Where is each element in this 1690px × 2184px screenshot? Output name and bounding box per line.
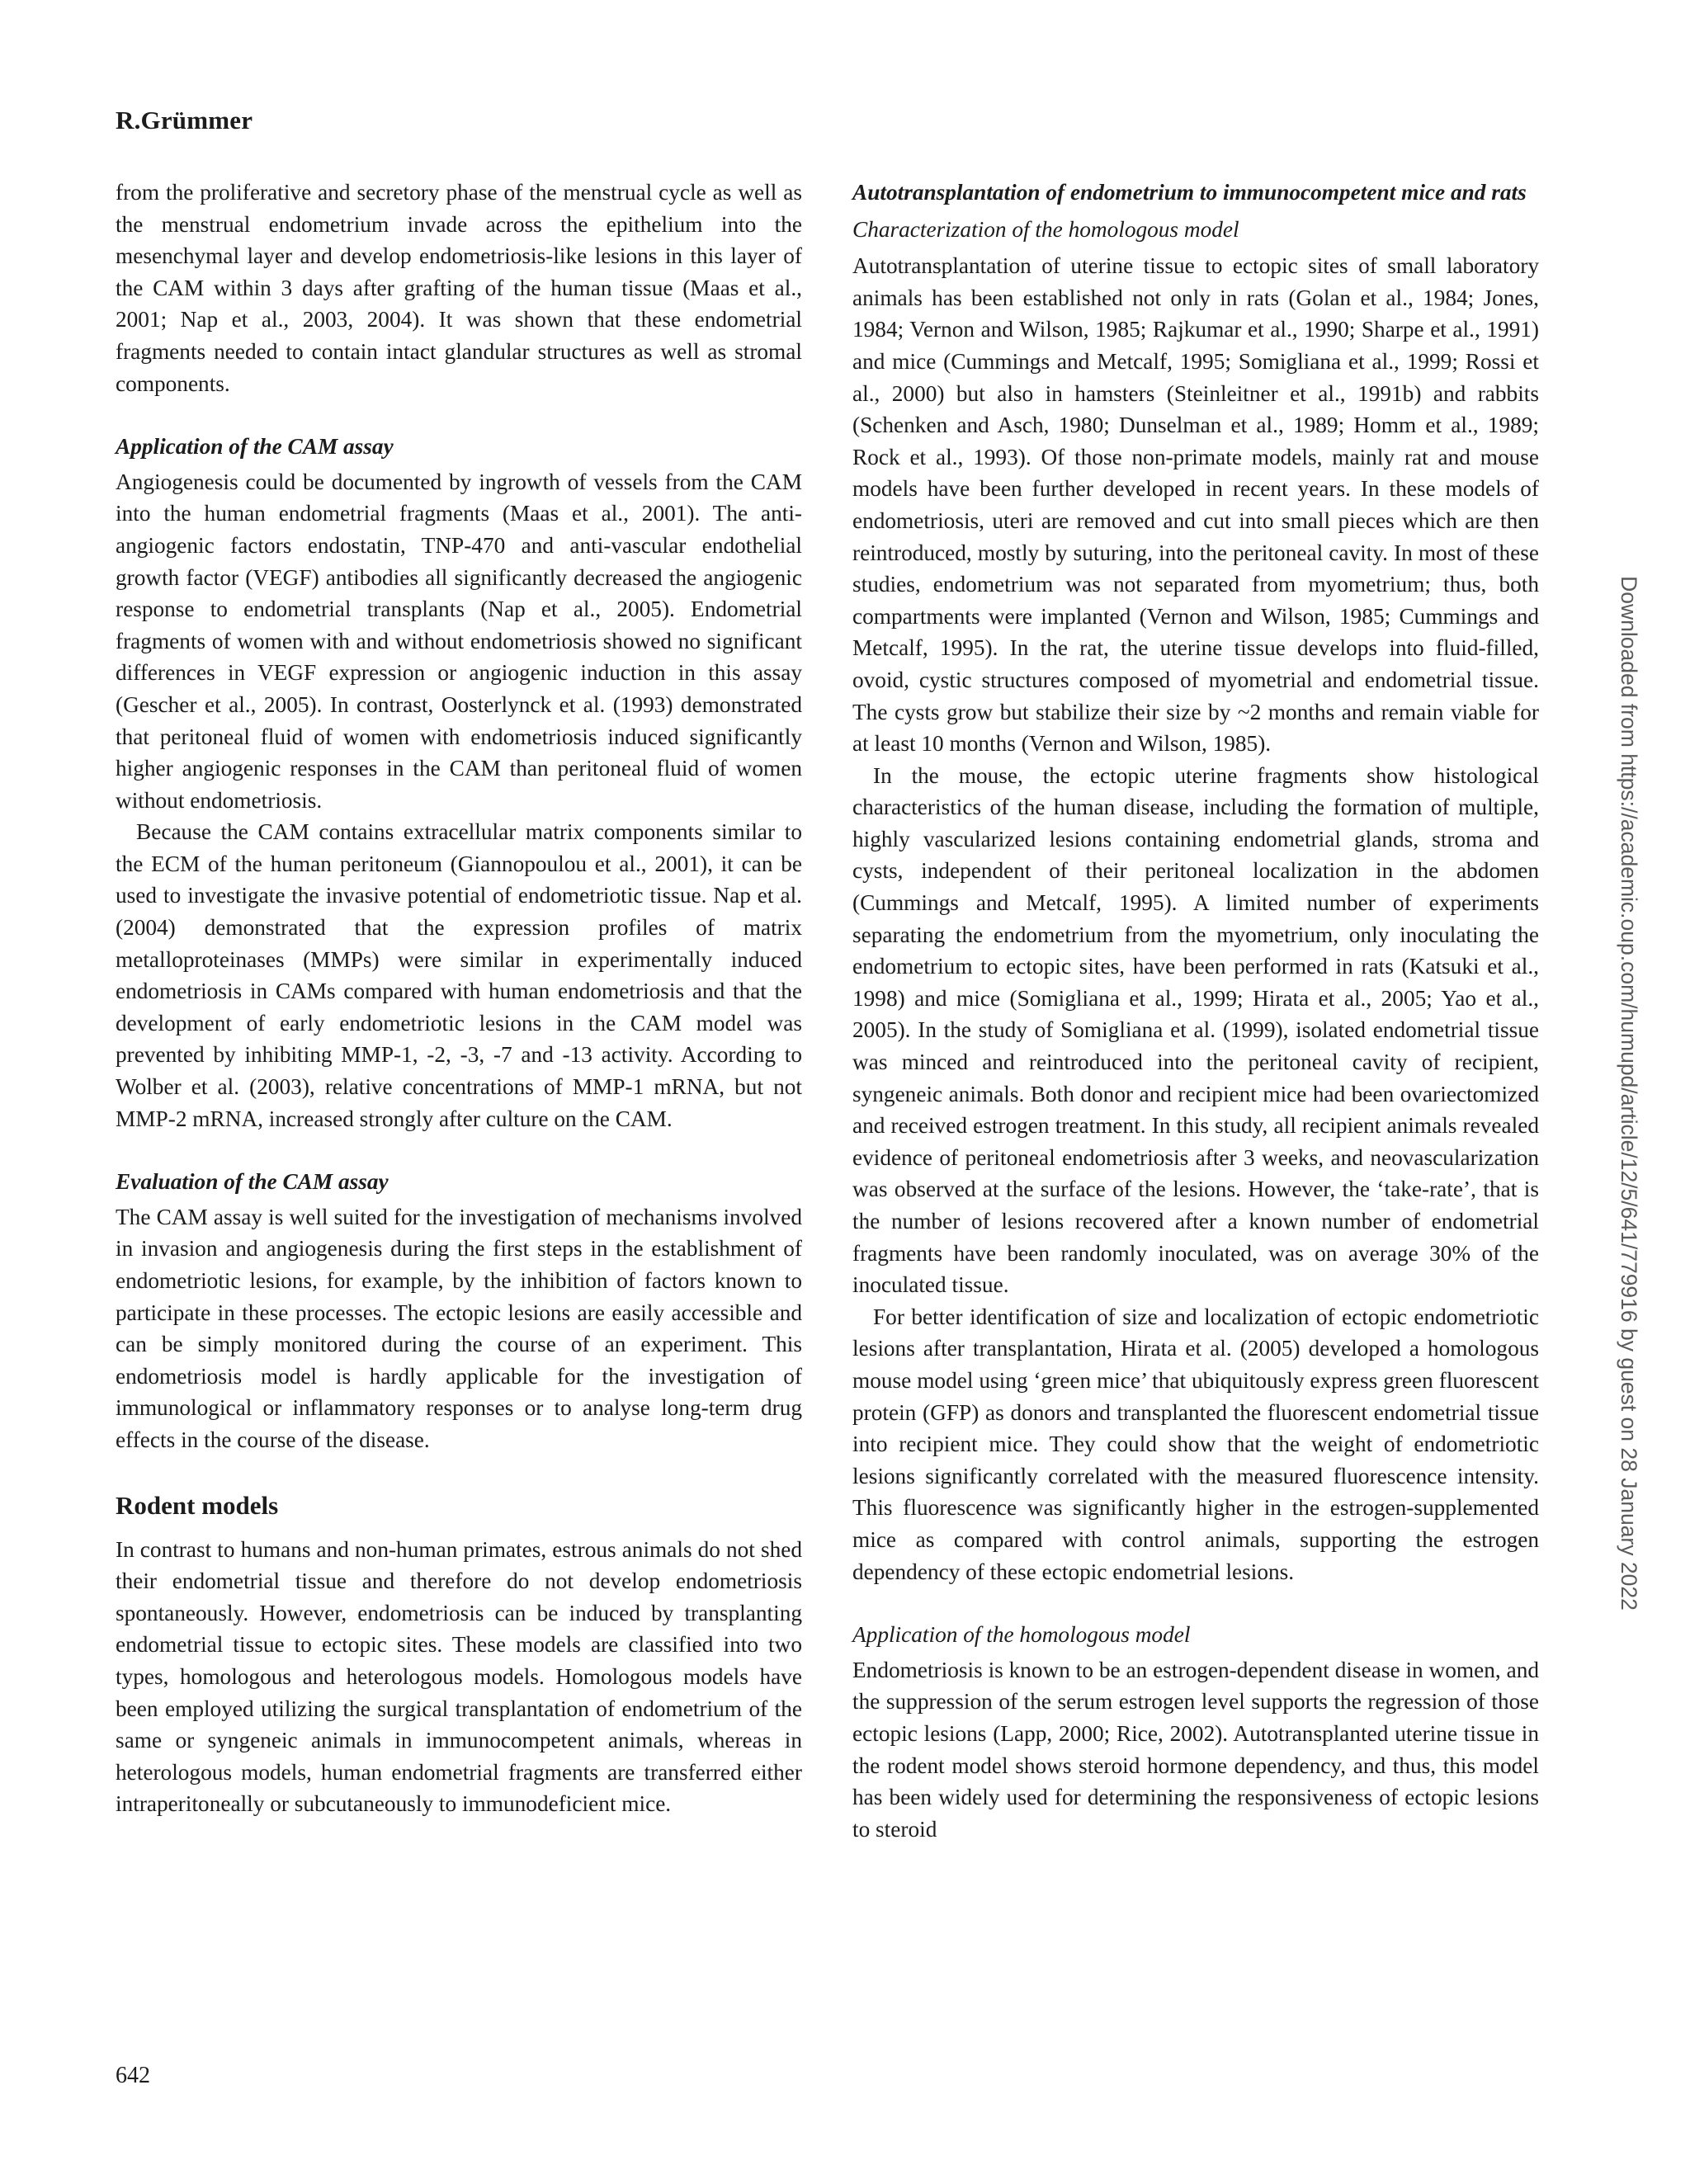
paragraph-mouse-model: In the mouse, the ectopic uterine fragments show histological characteristics of the human disease, including the formation of multiple, highly vascularized lesions containing endometrial glands, stroma and cysts, independent of their peritoneal localization in the abdomen (Cummings and Metcalf, 1995). A limited number of experiments separating the endometrium from the myometrium, only inoculating the endometrium to ectopic sites, have been performed in rats (Katsuki et al., 1998) and mice (Somigliana et al., 1999; Hirata et al., 2005; Yao et al., 2005). In the study of Somigliana et al. (1999), isolated endometrial tissue was minced and reintroduced into the peritoneal cavity of recipient, syngeneic animals. Both donor and recipient mice had been ovariectomized and received estrogen treatment. In this study, all recipient animals revealed evidence of peritoneal endometriosis after 3 weeks, and neovascularization was observed at the surface of the lesions. However, the ‘take-rate’, that is the number of lesions recovered after a known number of endometrial fragments have been randomly inoculated, was on average 30% of the inoculated tissue. — [852, 762, 1539, 1298]
paragraph-angiogenesis: Angiogenesis could be documented by ingrowth of vessels from the CAM into the human endometrial fragments (Maas et al., 2001). The anti-angiogenic factors endostatin, TNP-470 and anti-vascular endothelial growth factor (VEGF) antibodies all significantly decreased the angiogenic response to endometrial transplants (Nap et al., 2005). Endometrial fragments of women with and without endometriosis showed no significant differences in VEGF expression or angiogenic induction in this assay (Gescher et al., 2005). In contrast, Oosterlynck et al. (1993) demonstrated that peritoneal fluid of women with endometriosis induced significantly higher angiogenic responses in the CAM than peritoneal fluid of women without endometriosis. — [116, 469, 802, 813]
paragraph-green-mice: For better identification of size and localization of ectopic endometriotic lesions after transplantation, Hirata et al. (2005) developed a homologous mouse model using ‘green mice’ that ubiquitously express green fluorescent protein (GFP) as donors and transplanted the fluorescent endometrial tissue into recipient mice. They could show that the weight of endometriotic lesions significantly correlated with the measured fluorescence intensity. This fluorescence was significantly higher in the estrogen-supplemented mice as compared with control animals, supporting the estrogen dependency of these ectopic endometrial lesions. — [852, 1304, 1539, 1584]
right-column — [852, 177, 1539, 1845]
subheading-characterization: Characterization of the homologous model — [852, 216, 1239, 242]
subheading-application-homologous: Application of the homologous model — [852, 1622, 1191, 1648]
paragraph-rodent-intro: In contrast to humans and non-human primates, estrous animals do not shed their endometrial tissue and therefore do not develop endometriosis spontaneously. However, endometriosis can be induced by transplanting endometrial tissue to ectopic sites. These models are classified into two types, homologous and heterologous models. Homologous models have been employed utilizing the surgical transplantation of endometrium of the same or syngeneic animals in immunocompetent animals, whereas in heterologous models, human endometrial fragments are transferred either intraperitoneally or subcutaneously to immunodeficient mice. — [116, 1536, 802, 1817]
section-title-rodent-models: Rodent models — [116, 1490, 279, 1520]
running-header-author: R.Grümmer — [116, 106, 253, 134]
paragraph-cam-evaluation: The CAM assay is well suited for the investigation of mechanisms involved in invasion and angiogenesis during the first steps in the establishment of endometriotic lesions, for example, by the inhibition of factors known to participate in these processes. The ectopic lesions are easily accessible and can be simply monitored during the course of an experiment. This endometriosis model is hardly applicable for the investigation of immunological or inflammatory responses or to analyse long-term drug effects in the course of the disease. — [116, 1204, 802, 1452]
download-watermark-note: Downloaded from https://academic.oup.com/humupd/article/12/5/641/779916 by guest on 28 January 2022 — [1617, 576, 1641, 1611]
subheading-evaluation-cam: Evaluation of the CAM assay — [116, 1169, 389, 1195]
paragraph-autotransplantation: Autotransplantation of uterine tissue to ectopic sites of small laboratory animals has been established not only in rats (Golan et al., 1984; Jones, 1984; Vernon and Wilson, 1985; Rajkumar et al., 1990; Sharpe et al., 1991) and mice (Cummings and Metcalf, 1995; Somigliana et al., 1999; Rossi et al., 2000) but also in hamsters (Steinleitner et al., 1991b) and rabbits (Schenken and Asch, 1980; Dunselman et al., 1989; Homm et al., 1989; Rock et al., 1993). Of those non-primate models, mainly rat and mouse models have been further developed in recent years. In these models of endometriosis, uteri are removed and cut into small pieces which are then reintroduced, mostly by suturing, into the peritoneal cavity. In most of these studies, endometrium was not separated from myometrium; thus, both compartments were implanted (Vernon and Wilson, 1985; Cummings and Metcalf, 1995). In the rat, the uterine tissue develops into fluid-filled, ovoid, cystic structures composed of myometrial and endometrial tissue. The cysts grow but stabilize their size by ~2 months and remain viable for at least 10 months (Vernon and Wilson, 1985). — [852, 253, 1539, 757]
paragraph-estrogen: Endometriosis is known to be an estrogen-dependent disease in women, and the suppression of the serum estrogen level supports the regression of those ectopic lesions (Lapp, 2000; Rice, 2002). Autotransplanted uterine tissue in the rodent model shows steroid hormone dependency, and thus, this model has been widely used for determining the responsiveness of ectopic lesions to steroid — [852, 1657, 1539, 1842]
subheading-autotransplantation: Autotransplantation of endometrium to immunocompetent mice and rats — [852, 180, 1527, 205]
page-number: 642 — [116, 2063, 150, 2088]
left-column — [116, 177, 802, 1820]
paragraph-ecm: Because the CAM contains extracellular matrix components similar to the ECM of the human peritoneum (Giannopoulou et al., 2001), it can be used to investigate the invasive potential of endometriotic tissue. Nap et al. (2004) demonstrated that the expression profiles of matrix metalloproteinases (MMPs) were similar in experimentally induced endometriosis in CAMs compared with human endometriosis and that the development of early endometriotic lesions in the CAM model was prevented by inhibiting MMP-1, -2, -3, -7 and -13 activity. According to Wolber et al. (2003), relative concentrations of MMP-1 mRNA, but not MMP-2 mRNA, increased strongly after culture on the CAM. — [116, 819, 802, 1131]
paragraph-cam-invasion: from the proliferative and secretory phase of the menstrual cycle as well as the menstrual endometrium invade across the epithelium into the mesenchymal layer and develop endometriosis-like lesions in this layer of the CAM within 3 days after grafting of the human tissue (Maas et al., 2001; Nap et al., 2003, 2004). It was shown that these endometrial fragments needed to contain intact glandular structures as well as stromal components. — [116, 180, 802, 396]
subheading-application-cam: Application of the CAM assay — [116, 434, 394, 460]
